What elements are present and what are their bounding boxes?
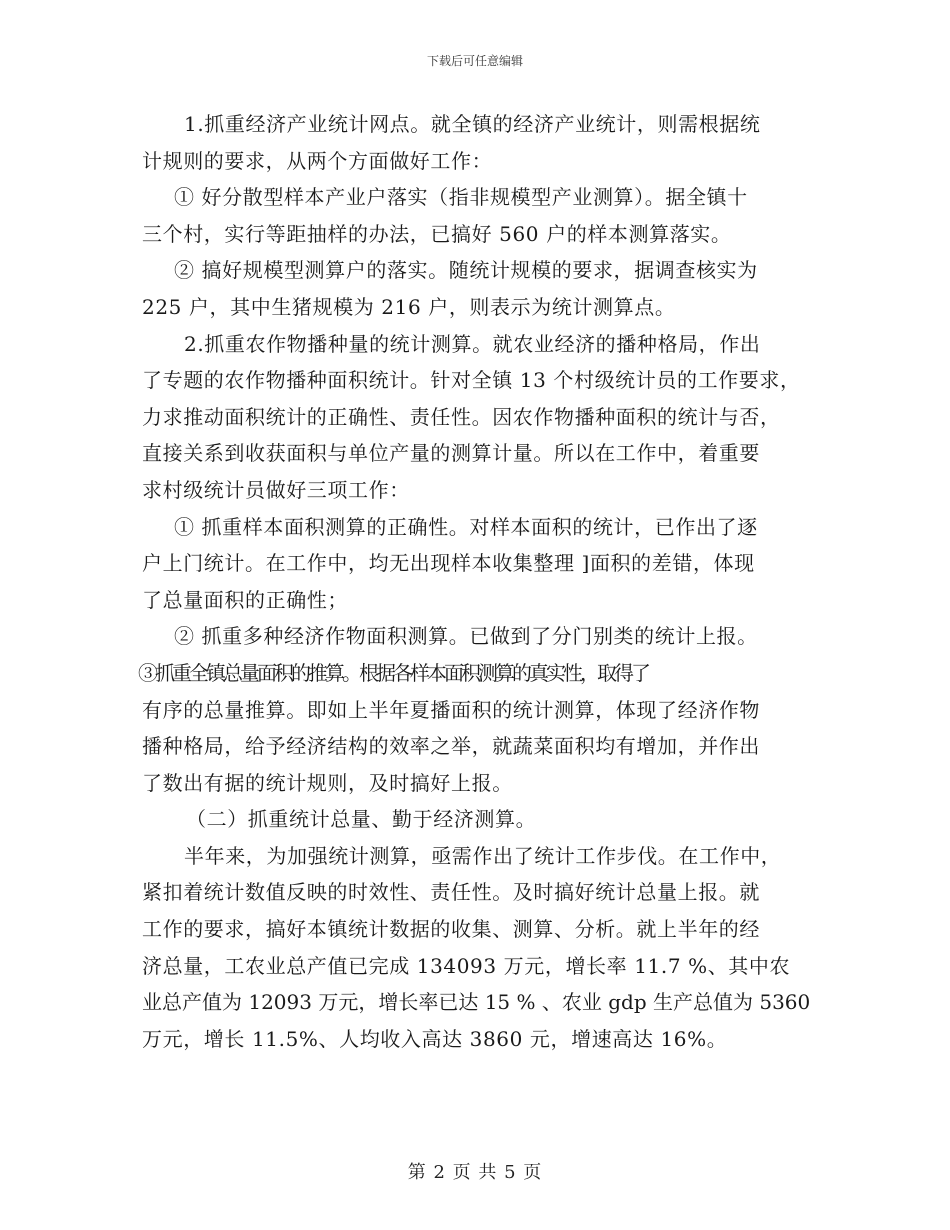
paragraph-line: 直接关系到收获面积与单位产量的测算计量。所以在工作中，着重要 — [142, 441, 760, 466]
paragraph-line: 有序的总量推算。即如上半年夏播面积的统计测算，体现了经济作物 — [142, 697, 760, 722]
paragraph-line: 万元，增长 11.5%、人均收入高达 3860 元，增速高达 16%。 — [142, 1026, 728, 1051]
paragraph-line: 户上门统计。在工作中，均无出现样本收集整理 ]面积的差错，体现 — [142, 551, 755, 576]
page-header: 下载后可任意编辑 — [426, 54, 523, 68]
paragraph-line: 工作的要求，搞好本镇统计数据的收集、测算、分析。就上半年的经 — [142, 917, 760, 942]
paragraph-line: 三个村，实行等距抽样的办法，已搞好 560 户的样本测算落实。 — [142, 221, 732, 246]
paragraph-line: ② 搞好规模型测算户的落实。随统计规模的要求，据调查核实为 — [174, 258, 758, 283]
paragraph-line: ③抓重全镇总量面积的推算。根据各样本面积测算的真实性，取得了 — [138, 660, 648, 685]
paragraph-line: 业总产值为 12093 万元，增长率已达 15 % 、农业 gdp 生产总值为 5360 — [142, 990, 811, 1015]
paragraph-line: ① 抓重样本面积测算的正确性。对样本面积的统计，已作出了逐 — [174, 514, 758, 539]
section-heading: （二）抓重统计总量、勤于经济测算。 — [186, 807, 537, 832]
paragraph-line: 力求推动面积统计的正确性、责任性。因农作物播种面积的统计与否， — [142, 404, 781, 429]
paragraph-line: 225 户，其中生猪规模为 216 户，则表示为统计测算点。 — [142, 294, 676, 319]
document-body — [138, 106, 812, 1057]
paragraph-line: 了总量面积的正确性； — [142, 587, 348, 612]
paragraph-line: ② 抓重多种经济作物面积测算。已做到了分门别类的统计上报。 — [174, 624, 758, 649]
paragraph-line: 了数出有据的统计规则，及时搞好上报。 — [142, 770, 513, 795]
paragraph-line: 求村级统计员做好三项工作： — [142, 477, 410, 502]
paragraph-line: 1.抓重经济产业统计网点。就全镇的经济产业统计，则需根据统 — [184, 112, 761, 136]
paragraph-line: 计规则的要求，从两个方面做好工作： — [142, 148, 493, 173]
paragraph-line: 播种格局，给予经济结构的效率之举，就蔬菜面积均有增加，并作出 — [142, 734, 760, 759]
paragraph-line: 2.抓重农作物播种量的统计测算。就农业经济的播种格局，作出 — [184, 331, 761, 356]
paragraph-line: ① 好分散型样本产业户落实（指非规模型产业测算）。据全镇十 — [174, 185, 748, 210]
paragraph-line: 济总量，工农业总产值已完成 134093 万元，增长率 11.7 %、其中农 — [142, 953, 791, 978]
paragraph-line: 半年来，为加强统计测算，亟需作出了统计工作步伐。在工作中， — [184, 843, 782, 868]
paragraph-line: 了专题的农作物播种面积统计。针对全镇 13 个村级统计员的工作要求， — [142, 368, 801, 393]
page-number: 第 2 页 共 5 页 — [407, 1162, 543, 1183]
paragraph-line: 紧扣着统计数值反映的时效性、责任性。及时搞好统计总量上报。就 — [142, 880, 760, 905]
